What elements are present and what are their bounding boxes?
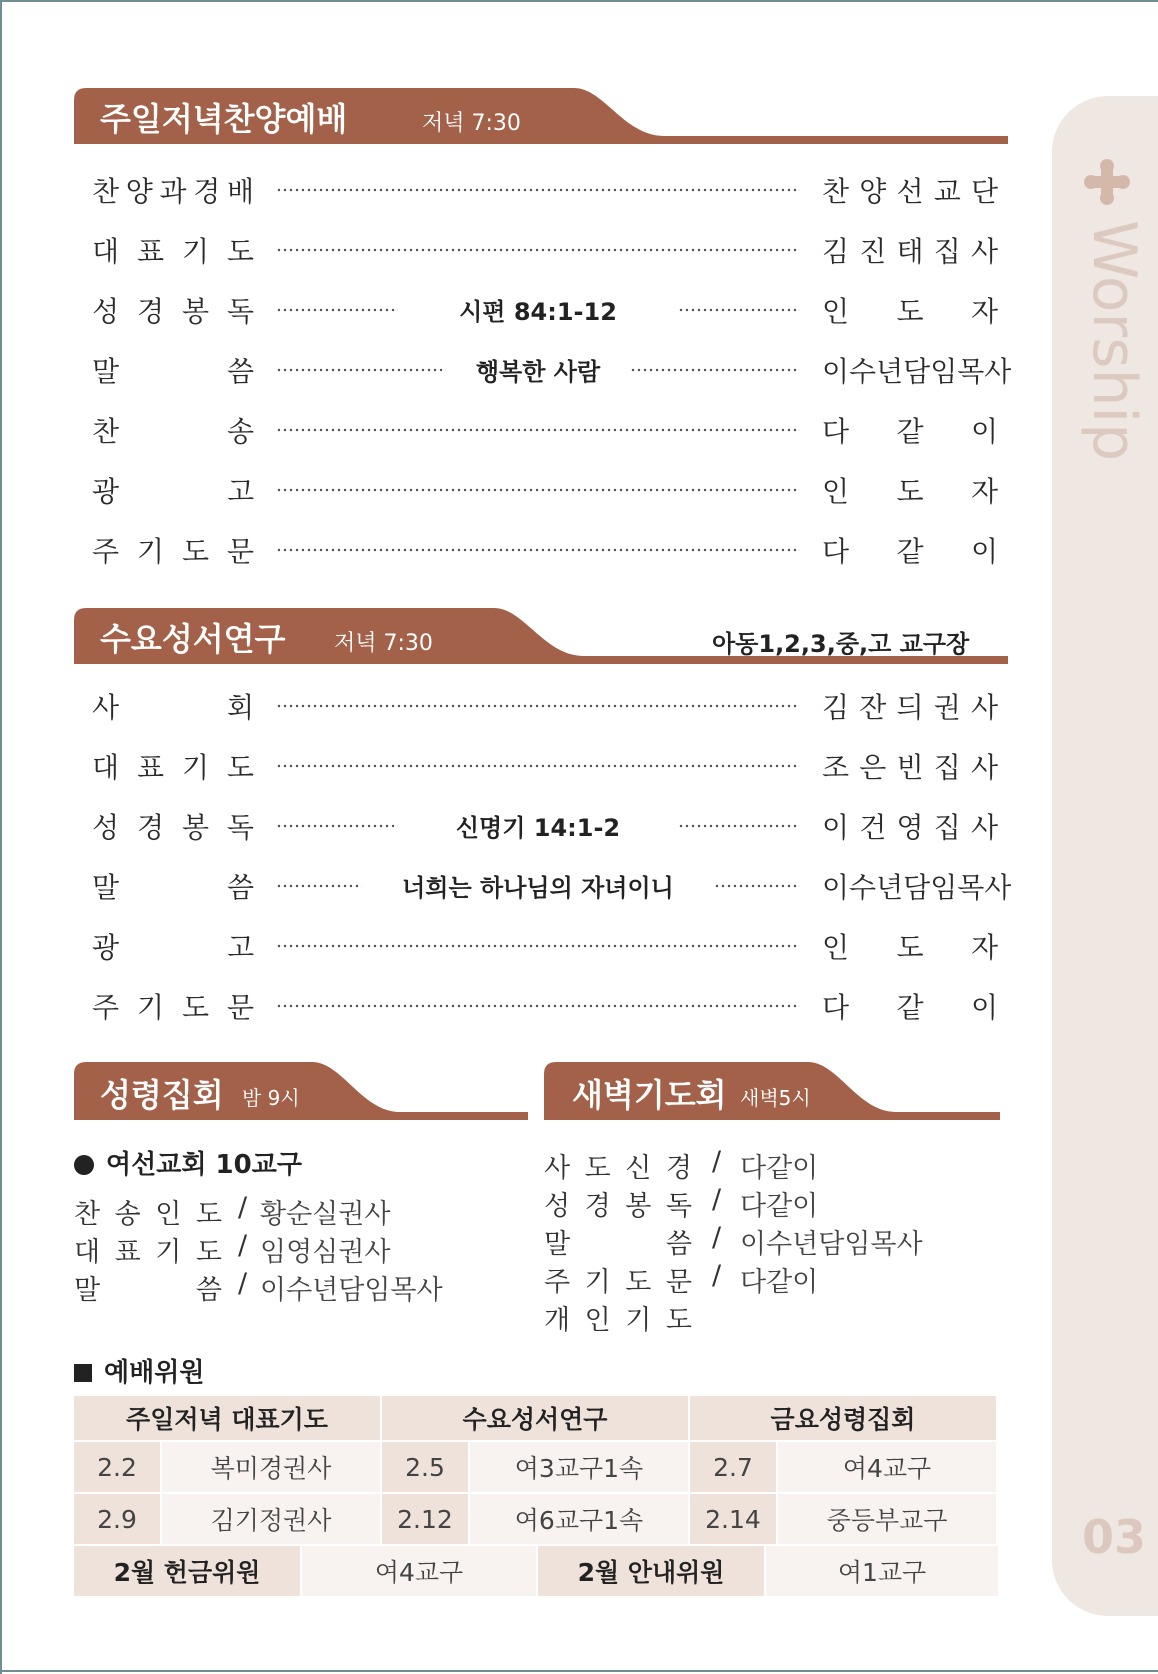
order-row (92, 170, 1002, 210)
list-item (74, 1268, 534, 1304)
separator-slash: / (712, 1184, 722, 1215)
table-date-cell: 2.2 (74, 1442, 160, 1492)
order-row (92, 530, 1002, 570)
table-date-cell: 2.12 (382, 1494, 468, 1544)
table-header: 금요성령집회 (690, 1396, 996, 1440)
order-person: 다 같 이 (822, 415, 998, 448)
list-item (544, 1146, 1004, 1182)
list-item-label: 말 씀 (74, 1275, 222, 1306)
list-item (544, 1222, 1004, 1258)
list-item-value: 다같이 (740, 1153, 819, 1184)
separator-slash: / (712, 1146, 722, 1177)
order-detail: 신명기 14:1-2 (455, 814, 621, 842)
table-name-cell: 여4교구 (778, 1442, 996, 1492)
list-item (544, 1298, 1004, 1334)
table-header: 수요성서연구 (382, 1396, 688, 1440)
separator-slash: / (238, 1268, 248, 1299)
list-item (544, 1260, 1004, 1296)
section-title: 주일저녁찬양예배 (100, 100, 348, 138)
section-leader-note: 아동1,2,3,중,고 교구장 (712, 630, 970, 658)
order-label: 사 회 (92, 691, 254, 724)
section-banner-sunday-evening (74, 88, 1008, 148)
list-item-value: 임영심권사 (260, 1237, 391, 1268)
order-row (92, 410, 1002, 450)
order-row (92, 746, 1002, 786)
list-item-label: 개 인 기 도 (544, 1305, 692, 1336)
order-person: 김 잔 듸 권 사 (822, 691, 998, 724)
order-label: 대 표 기 도 (92, 751, 254, 784)
table-name-cell: 여6교구1속 (470, 1494, 688, 1544)
square-bullet-icon (74, 1364, 92, 1382)
section-time: 새벽5시 (740, 1086, 811, 1110)
leader-dots (276, 488, 800, 492)
order-label: 말 씀 (92, 871, 254, 904)
leader-dots (276, 944, 800, 948)
section-title: 수요성서연구 (100, 620, 286, 658)
leader-dots (276, 1004, 800, 1008)
section-banner-dawn-prayer (544, 1062, 1000, 1124)
table-date-cell: 2.9 (74, 1494, 160, 1544)
separator-slash: / (712, 1222, 722, 1253)
separator-slash: / (238, 1192, 248, 1223)
list-item-label: 대 표 기 도 (74, 1237, 222, 1268)
committee-heading: 예배위원 (74, 1352, 204, 1389)
order-person: 인 도 자 (822, 931, 998, 964)
leader-dots (276, 248, 800, 252)
leader-dots (276, 308, 398, 312)
order-person: 인 도 자 (822, 295, 998, 328)
section-title: 성령집회 (100, 1076, 224, 1114)
section-time: 저녁 7:30 (422, 111, 521, 136)
order-row (92, 986, 1002, 1026)
list-item-value: 다같이 (740, 1191, 819, 1222)
leader-dots (630, 368, 800, 372)
bullet-heading: 여선교회 10교구 (74, 1144, 302, 1181)
list-item-label: 주 기 도 문 (544, 1267, 692, 1298)
order-person: 조 은 빈 집 사 (822, 751, 998, 784)
order-label: 광 고 (92, 931, 254, 964)
table-date-cell: 2.7 (690, 1442, 776, 1492)
order-detail: 너희는 하나님의 자녀이니 (402, 874, 674, 902)
table-header: 주일저녁 대표기도 (74, 1396, 380, 1440)
section-banner-holy-spirit (74, 1062, 528, 1124)
page-number: 03 (1082, 1510, 1147, 1564)
leader-dots (276, 704, 800, 708)
leader-dots (276, 824, 398, 828)
order-person: 다 같 이 (822, 535, 998, 568)
leader-dots (276, 764, 800, 768)
order-row (92, 686, 1002, 726)
section-time: 저녁 7:30 (334, 631, 433, 656)
leader-dots (276, 428, 800, 432)
order-row (92, 926, 1002, 966)
order-person: 다 같 이 (822, 991, 998, 1024)
list-item-label: 성 경 봉 독 (544, 1191, 692, 1222)
order-row (92, 806, 1002, 846)
table-name-cell: 김기정권사 (162, 1494, 380, 1544)
list-item-label: 찬 송 인 도 (74, 1199, 222, 1230)
order-label: 대 표 기 도 (92, 235, 254, 268)
table-footer-value: 여4교구 (302, 1546, 536, 1596)
side-tab-label: Worship (1079, 220, 1149, 462)
order-row (92, 350, 1012, 390)
order-label: 말 씀 (92, 355, 254, 388)
order-row (92, 470, 1002, 510)
order-label: 찬 송 (92, 415, 254, 448)
leader-dots (714, 884, 800, 888)
order-person: 이수년담임목사 (822, 871, 1012, 904)
table-footer-label: 2월 안내위원 (538, 1546, 764, 1596)
order-label: 찬 양 과 경 배 (92, 175, 254, 208)
bullet-dot-icon (74, 1155, 94, 1175)
leader-dots (276, 368, 446, 372)
section-title: 새벽기도회 (572, 1076, 727, 1114)
order-person: 이 건 영 집 사 (822, 811, 998, 844)
leader-dots (276, 548, 800, 552)
page-frame-bottom (0, 1670, 1158, 1672)
leader-dots (276, 884, 362, 888)
list-item-value: 황순실권사 (260, 1199, 391, 1230)
leader-dots (276, 188, 800, 192)
order-row (92, 230, 1002, 270)
order-label: 성 경 봉 독 (92, 295, 254, 328)
list-item-value: 이수년담임목사 (260, 1275, 443, 1306)
table-footer-label: 2월 헌금위원 (74, 1546, 300, 1596)
order-person: 김 진 태 집 사 (822, 235, 998, 268)
table-footer-value: 여1교구 (766, 1546, 998, 1596)
table-date-cell: 2.5 (382, 1442, 468, 1492)
list-item (74, 1230, 534, 1266)
cross-icon (1083, 158, 1131, 206)
list-item-value: 이수년담임목사 (740, 1229, 923, 1260)
order-detail: 행복한 사람 (475, 358, 601, 386)
list-item-value: 다같이 (740, 1267, 819, 1298)
order-label: 성 경 봉 독 (92, 811, 254, 844)
order-person: 찬 양 선 교 단 (822, 175, 998, 208)
order-person: 인 도 자 (822, 475, 998, 508)
table-date-cell: 2.14 (690, 1494, 776, 1544)
table-name-cell: 복미경권사 (162, 1442, 380, 1492)
order-person: 이수년담임목사 (822, 355, 1012, 388)
list-item (74, 1192, 534, 1228)
leader-dots (678, 308, 800, 312)
separator-slash: / (712, 1260, 722, 1291)
separator-slash: / (238, 1230, 248, 1261)
order-label: 주 기 도 문 (92, 991, 254, 1024)
order-row (92, 290, 1002, 330)
order-label: 주 기 도 문 (92, 535, 254, 568)
order-detail: 시편 84:1-12 (459, 298, 617, 326)
order-row (92, 866, 1012, 906)
order-label: 광 고 (92, 475, 254, 508)
page-frame-top (0, 0, 1158, 2)
page-frame-left (0, 0, 2, 1674)
list-item-label: 사 도 신 경 (544, 1153, 692, 1184)
list-item-label: 말 씀 (544, 1229, 692, 1260)
leader-dots (678, 824, 800, 828)
section-time: 밤 9시 (242, 1086, 300, 1110)
table-name-cell: 여3교구1속 (470, 1442, 688, 1492)
list-item (544, 1184, 1004, 1220)
table-name-cell: 중등부교구 (778, 1494, 996, 1544)
